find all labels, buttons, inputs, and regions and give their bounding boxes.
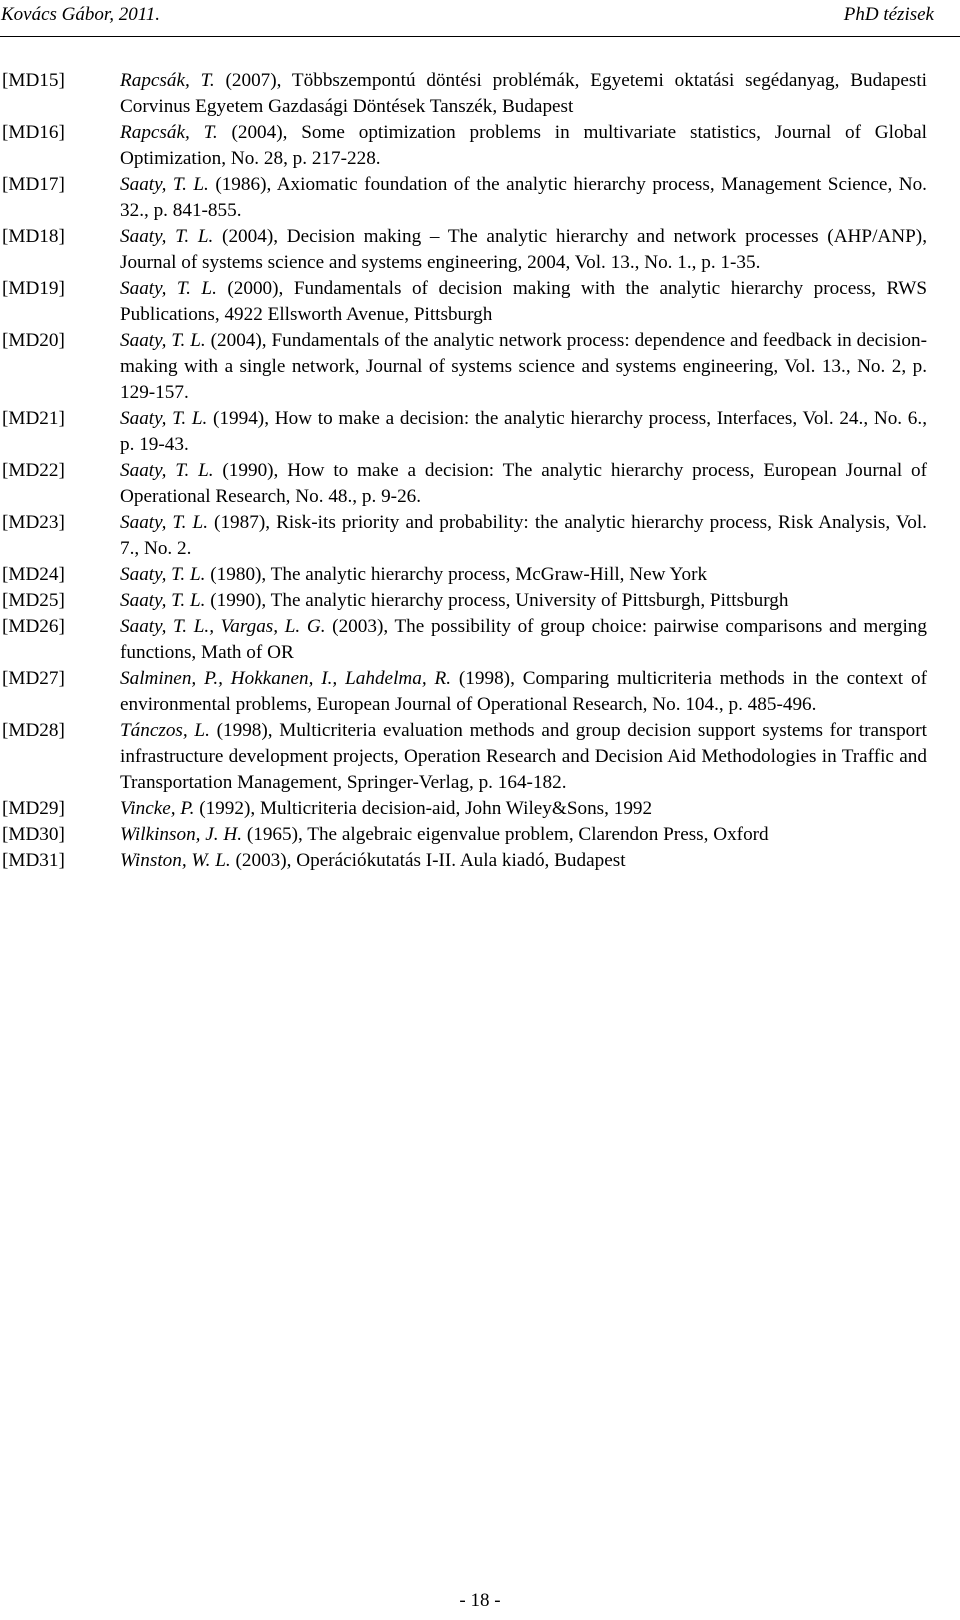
reference-authors: Vincke, P.: [120, 798, 195, 819]
reference-body: [120, 614, 927, 666]
reference-body: [120, 848, 927, 874]
reference-body: [120, 406, 927, 458]
reference-text: (1986), Axiomatic foundation of the analytic hierarchy process, Management Science, No. 32., p. 841-855.: [120, 174, 927, 221]
reference-authors: Rapcsák, T.: [120, 122, 218, 143]
reference-text: (2004), Some optimization problems in multivariate statistics, Journal of Global Optimization, No. 28, p. 217-228.: [120, 122, 927, 169]
reference-authors: Saaty, T. L.: [120, 460, 214, 481]
reference-key: [MD30]: [2, 824, 65, 845]
reference-key: [MD15]: [2, 70, 65, 91]
reference-authors: Saaty, T. L., Vargas, L. G.: [120, 616, 326, 637]
reference-body: [120, 822, 927, 848]
reference-item: [0, 458, 960, 510]
reference-authors: Saaty, T. L.: [120, 278, 217, 299]
reference-key: [MD31]: [2, 850, 65, 871]
reference-body: [120, 562, 927, 588]
reference-body: [120, 224, 927, 276]
reference-key: [MD20]: [2, 330, 65, 351]
reference-authors: Wilkinson, J. H.: [120, 824, 243, 845]
reference-authors: Tánczos, L.: [120, 720, 210, 741]
reference-key: [MD24]: [2, 564, 65, 585]
reference-body: [120, 328, 927, 406]
reference-item: [0, 510, 960, 562]
reference-list: [0, 68, 960, 874]
reference-authors: Winston, W. L.: [120, 850, 231, 871]
reference-key: [MD16]: [2, 122, 65, 143]
reference-body: [120, 276, 927, 328]
reference-text: (1965), The algebraic eigenvalue problem, Clarendon Press, Oxford: [242, 824, 769, 845]
reference-body: [120, 796, 927, 822]
reference-key: [MD21]: [2, 408, 65, 429]
page-number: - 18 -: [459, 1590, 501, 1611]
reference-item: [0, 276, 960, 328]
reference-authors: Salminen, P., Hokkanen, I., Lahdelma, R.: [120, 668, 452, 689]
reference-key: [MD28]: [2, 720, 65, 741]
reference-body: [120, 458, 927, 510]
reference-key: [MD29]: [2, 798, 65, 819]
reference-key: [MD22]: [2, 460, 65, 481]
reference-body: [120, 68, 927, 120]
reference-key: [MD27]: [2, 668, 65, 689]
reference-text: (1990), How to make a decision: The analytic hierarchy process, European Journal of Operational Research, No. 48., p. 9-26.: [120, 460, 927, 507]
page-header: [0, 0, 960, 37]
reference-authors: Saaty, T. L.: [120, 512, 208, 533]
reference-item: [0, 68, 960, 120]
reference-item: [0, 562, 960, 588]
reference-text: (2003), The possibility of group choice: pairwise comparisons and merging functions, Math of OR: [120, 616, 927, 663]
reference-body: [120, 718, 927, 796]
reference-text: (1980), The analytic hierarchy process, McGraw-Hill, New York: [205, 564, 708, 585]
reference-text: (2007), Többszempontú döntési problémák, Egyetemi oktatási segédanyag, Budapesti Corvinus Egyetem Gazdasági Döntések Tanszék, Budapest: [120, 70, 927, 117]
reference-authors: Saaty, T. L.: [120, 330, 206, 351]
reference-item: [0, 666, 960, 718]
reference-key: [MD25]: [2, 590, 65, 611]
reference-item: [0, 614, 960, 666]
reference-item: [0, 588, 960, 614]
reference-text: (1990), The analytic hierarchy process, University of Pittsburgh, Pittsburgh: [205, 590, 789, 611]
reference-body: [120, 588, 927, 614]
reference-body: [120, 120, 927, 172]
reference-key: [MD23]: [2, 512, 65, 533]
reference-authors: Saaty, T. L.: [120, 408, 208, 429]
reference-item: [0, 172, 960, 224]
reference-authors: Saaty, T. L.: [120, 564, 206, 585]
reference-text: (2004), Decision making – The analytic hierarchy and network processes (AHP/ANP), Journal of systems science and systems engineering, 2004, Vol. 13., No. 1., p. 1-35.: [120, 226, 927, 273]
reference-authors: Rapcsák, T.: [120, 70, 215, 91]
reference-item: [0, 120, 960, 172]
header-author-year: Kovács Gábor, 2011.: [1, 4, 161, 25]
reference-text: (2004), Fundamentals of the analytic network process: dependence and feedback in decision-making with a single network, Journal of systems science and systems engineering, Vol. 13., No. 2, p. 129-157.: [120, 330, 927, 403]
reference-authors: Saaty, T. L.: [120, 590, 206, 611]
reference-item: [0, 328, 960, 406]
reference-item: [0, 796, 960, 822]
reference-text: (1994), How to make a decision: the analytic hierarchy process, Interfaces, Vol. 24., No. 6., p. 19-43.: [120, 408, 927, 455]
reference-item: [0, 822, 960, 848]
reference-key: [MD19]: [2, 278, 65, 299]
reference-key: [MD17]: [2, 174, 65, 195]
reference-text: (1987), Risk-its priority and probability: the analytic hierarchy process, Risk Analysis, Vol. 7., No. 2.: [120, 512, 927, 559]
reference-key: [MD18]: [2, 226, 65, 247]
reference-text: (1998), Comparing multicriteria methods in the context of environmental problems, European Journal of Operational Research, No. 104., p. 485-496.: [120, 668, 927, 715]
reference-authors: Saaty, T. L.: [120, 226, 214, 247]
reference-text: (2003), Operációkutatás I-II. Aula kiadó, Budapest: [230, 850, 626, 871]
header-document-type: PhD tézisek: [843, 4, 934, 25]
reference-text: (2000), Fundamentals of decision making with the analytic hierarchy process, RWS Publications, 4922 Ellsworth Avenue, Pittsburgh: [120, 278, 927, 325]
reference-body: [120, 172, 927, 224]
reference-authors: Saaty, T. L.: [120, 174, 209, 195]
reference-body: [120, 666, 927, 718]
reference-text: (1992), Multicriteria decision-aid, John Wiley&Sons, 1992: [194, 798, 653, 819]
reference-body: [120, 510, 927, 562]
reference-key: [MD26]: [2, 616, 65, 637]
reference-item: [0, 848, 960, 874]
reference-text: (1998), Multicriteria evaluation methods and group decision support systems for transport infrastructure development projects, Operation Research and Decision Aid Methodologies in Traffic and Transportation Management, Springer-Verlag, p. 164-182.: [120, 720, 927, 793]
reference-item: [0, 406, 960, 458]
reference-item: [0, 224, 960, 276]
reference-item: [0, 718, 960, 796]
